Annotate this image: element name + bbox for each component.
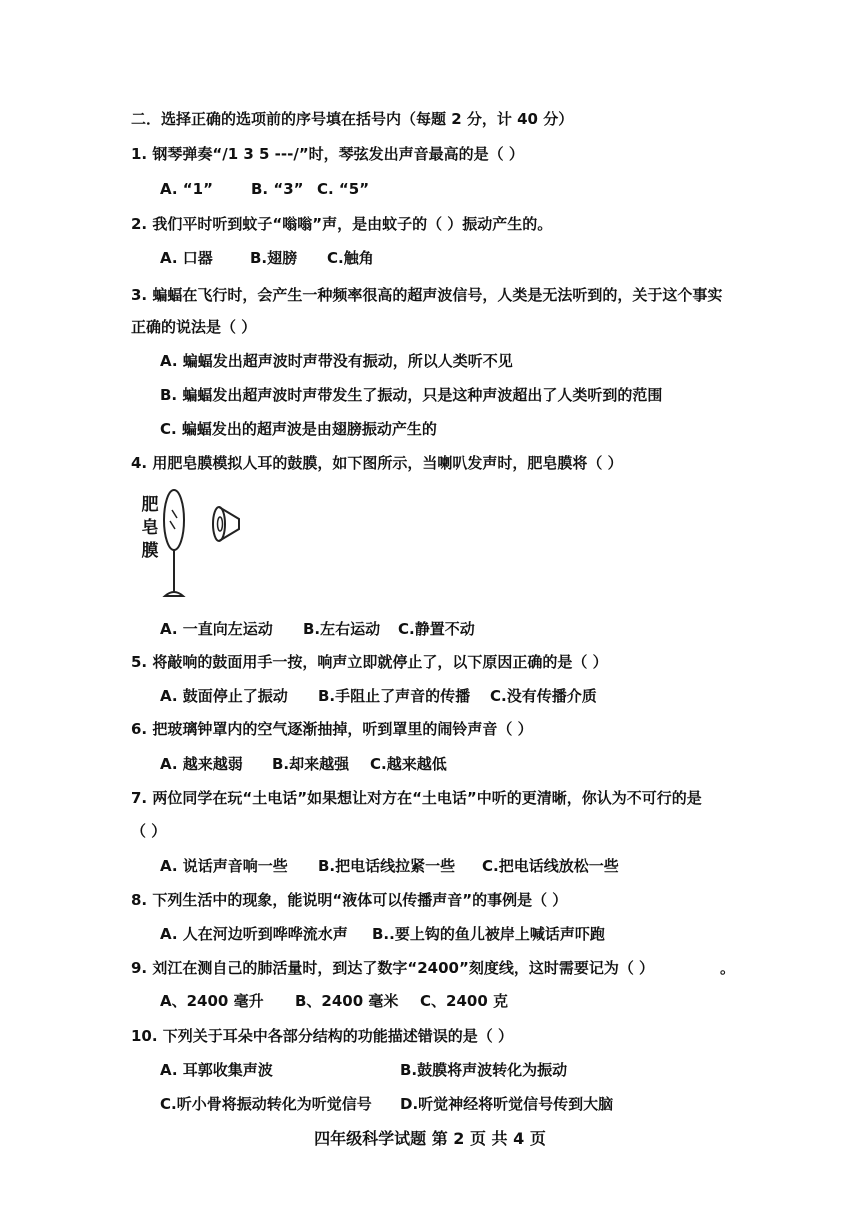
question-4-stem: 4. 用肥皂膜模拟人耳的鼓膜，如下图所示，当喇叭发声时，肥皂膜将（ ） <box>131 454 623 472</box>
question-10-option-d: D.听觉神经将听觉信号传到大脑 <box>400 1095 614 1113</box>
question-7-option-b: B.把电话线拉紧一些 <box>318 857 456 875</box>
question-4-option-b: B.左右运动 <box>303 620 381 638</box>
question-9-stem: 9. 刘江在测自己的肺活量时，到达了数字“2400”刻度线，这时需要记为（ ） <box>131 959 655 977</box>
question-2-option-a: A. 口器 <box>160 249 213 267</box>
question-2-option-b: B.翅膀 <box>250 249 298 267</box>
question-2-option-c: C.触角 <box>327 249 374 267</box>
question-3-option-a: A. 蝙蝠发出超声波时声带没有振动，所以人类听不见 <box>160 352 513 370</box>
question-3-option-b: B. 蝙蝠发出超声波时声带发生了振动，只是这种声波超出了人类听到的范围 <box>160 386 663 404</box>
question-6-option-a: A. 越来越弱 <box>160 755 243 773</box>
question-6-option-b: B.却来越强 <box>272 755 350 773</box>
page-footer: 四年级科学试题 第 2 页 共 4 页 <box>314 1129 546 1148</box>
question-5-stem: 5. 将敲响的鼓面用手一按，响声立即就停止了，以下原因正确的是（ ） <box>131 653 608 671</box>
question-1-stem: 1. 钢琴弹奏“/1 3 5 ---/”时，琴弦发出声音最高的是（ ） <box>131 145 524 163</box>
question-8-stem: 8. 下列生活中的现象，能说明“液体可以传播声音”的事例是（ ） <box>131 891 568 909</box>
question-4-option-a: A. 一直向左运动 <box>160 620 273 638</box>
question-7-stem-continued: （ ） <box>131 822 167 840</box>
question-8-option-a: A. 人在河边听到哗哗流水声 <box>160 925 348 943</box>
question-10-option-c: C.听小骨将振动转化为听觉信号 <box>160 1095 372 1113</box>
figure-label-soap-film: 肥 皂 膜 <box>141 495 159 561</box>
question-4-option-c: C.静置不动 <box>398 620 475 638</box>
question-5-option-b: B.手阻止了声音的传播 <box>318 687 471 705</box>
question-3-stem: 3. 蝙蝠在飞行时，会产生一种频率很高的超声波信号，人类是无法听到的，关于这个事实 <box>131 286 723 304</box>
soap-film-ring <box>164 490 184 550</box>
question-5-option-a: A. 鼓面停止了振动 <box>160 687 288 705</box>
question-10-option-b: B.鼓膜将声波转化为振动 <box>400 1061 568 1079</box>
question-7-stem: 7. 两位同学在玩“土电话”如果想让对方在“土电话”中听的更清晰，你认为不可行的是 <box>131 789 702 807</box>
question-8-option-b: B..要上钩的鱼儿被岸上喊话声吓跑 <box>372 925 605 943</box>
question-5-option-c: C.没有传播介质 <box>490 687 597 705</box>
question-1-option-b: B. “3” <box>251 180 304 198</box>
question-3-option-c: C. 蝙蝠发出的超声波是由翅膀振动产生的 <box>160 420 437 438</box>
question-6-option-c: C.越来越低 <box>370 755 447 773</box>
question-9-stem-tail: 。 <box>720 959 736 977</box>
question-10-option-a: A. 耳郭收集声波 <box>160 1061 273 1079</box>
question-2-stem: 2. 我们平时听到蚊子“嗡嗡”声，是由蚊子的（ ）振动产生的。 <box>131 215 553 233</box>
stand-base <box>165 592 183 596</box>
question-9-option-a: A、2400 毫升 <box>160 992 264 1010</box>
question-9-option-b: B、2400 毫米 <box>295 992 399 1010</box>
section-title: 二．选择正确的选项前的序号填在括号内（每题 2 分，计 40 分） <box>131 110 574 128</box>
question-7-option-a: A. 说话声音响一些 <box>160 857 288 875</box>
question-7-option-c: C.把电话线放松一些 <box>482 857 619 875</box>
soap-film-speaker-figure <box>155 488 255 603</box>
question-10-stem: 10. 下列关于耳朵中各部分结构的功能描述错误的是（ ） <box>131 1027 514 1045</box>
question-6-stem: 6. 把玻璃钟罩内的空气逐渐抽掉，听到罩里的闹铃声音（ ） <box>131 720 533 738</box>
question-3-stem-continued: 正确的说法是（ ） <box>131 318 257 336</box>
question-1-option-c: C. “5” <box>317 180 370 198</box>
question-9-option-c: C、2400 克 <box>420 992 508 1010</box>
question-1-option-a: A. “1” <box>160 180 213 198</box>
